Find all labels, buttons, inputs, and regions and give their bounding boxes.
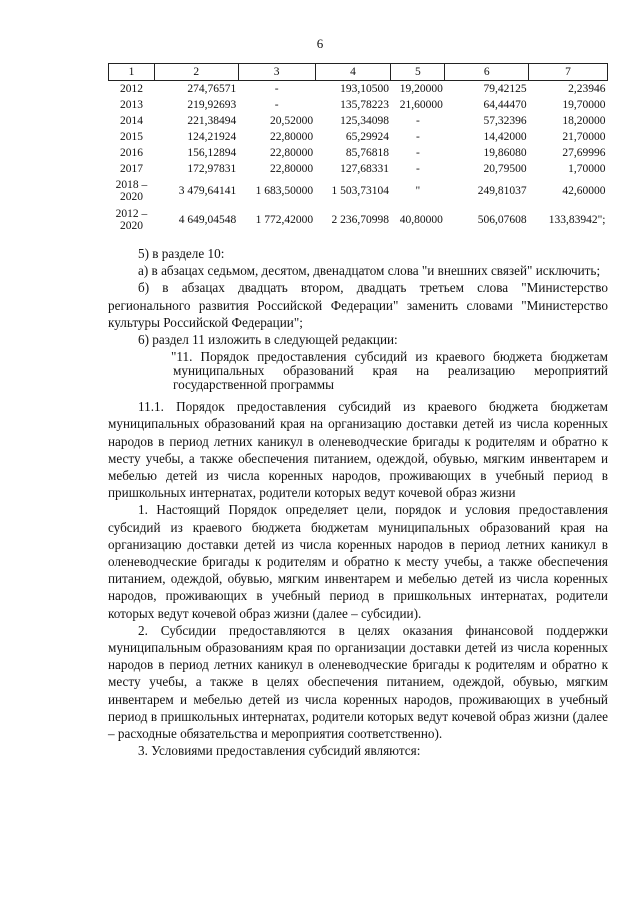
table-cell: 85,76818 bbox=[345, 146, 389, 159]
year-range-start: 2018 – bbox=[115, 179, 148, 191]
table-cell: 1,70000 bbox=[568, 162, 606, 175]
table-row bbox=[109, 129, 608, 145]
column-header: 3 bbox=[238, 64, 315, 81]
year-cell bbox=[109, 206, 155, 235]
column-header: 1 bbox=[109, 64, 155, 81]
year-cell: 2012 bbox=[119, 82, 143, 95]
year-cell: 2013 bbox=[119, 98, 143, 111]
year-cell: 2014 bbox=[119, 114, 143, 127]
table-cell: 65,29924 bbox=[345, 130, 389, 143]
table-cell: - bbox=[415, 146, 420, 159]
table-cell: 57,32396 bbox=[483, 114, 527, 127]
table-cell: 22,80000 bbox=[269, 130, 314, 143]
table-cell: 79,42125 bbox=[483, 82, 527, 95]
paragraph-point-1: 1. Настоящий Порядок определяет цели, порядок и условия предоставления субсидий из краевого бюджета бюджетам муниципальных образований края на организацию доставки детей из числа коренных народов в период летних каникул в оленеводческие бригады к родителям и обратно к месту учебы, а также обеспечения питанием, одеждой, обувью, мягким инвентарем и мебелью детей из числа коренных народов, проживающих в учебный период в пришкольных интернатах, родители которых ведут кочевой образ жизни (далее – субсидии). bbox=[108, 502, 608, 621]
table-cell: 64,44470 bbox=[483, 98, 527, 111]
year-range-end: 2020 bbox=[119, 191, 143, 203]
table-cell: 1 503,73104 bbox=[331, 185, 389, 197]
page-number: 6 bbox=[316, 36, 324, 51]
section-heading: "11. Порядок предоставления субсидий из краевого бюджета бюджетам муниципальных образований края на реализацию мероприятий государственной программы bbox=[171, 349, 608, 393]
table-body bbox=[109, 81, 608, 236]
year-range bbox=[116, 208, 148, 232]
table-cell: - bbox=[415, 114, 420, 127]
column-header: 2 bbox=[154, 64, 238, 81]
table-row bbox=[109, 145, 608, 161]
paragraph-section-10: 5) в разделе 10: bbox=[138, 246, 225, 261]
table-cell: - bbox=[274, 82, 279, 95]
table-cell: - bbox=[415, 162, 420, 175]
table-cell: 127,68331 bbox=[340, 162, 389, 175]
table-cell: 133,83942"; bbox=[548, 214, 606, 226]
table-cell: 135,78223 bbox=[340, 98, 389, 111]
table-cell: 2 236,70998 bbox=[331, 214, 389, 226]
table-cell: 21,70000 bbox=[562, 130, 606, 143]
table-row bbox=[109, 81, 608, 98]
table-cell: 21,60000 bbox=[399, 98, 443, 111]
column-header: 7 bbox=[529, 64, 608, 81]
paragraph-11-1: 11.1. Порядок предоставления субсидий из краевого бюджета бюджетам муниципальных образований края на организацию доставки детей из числа коренных народов в период летних каникул в оленеводческие бригады к родителям и обратно к месту учебы, а также обеспечения питанием, одеждой, обувью, мягким инвентарем и мебелью детей из числа коренных народов, проживающих в учебный период в пришкольных интернатах, родители которых ведут кочевой образ жизни bbox=[108, 399, 608, 501]
financing-table bbox=[108, 63, 608, 235]
paragraph-item-b: б) в абзацах двадцать втором, двадцать третьем слова "Министерство регионального развития Российской Федерации" заменить словами "Министерство культуры Российской Федерации"; bbox=[108, 280, 608, 330]
table-cell: 40,80000 bbox=[399, 214, 443, 226]
table-cell: 193,10500 bbox=[340, 82, 389, 95]
table-cell: 2,23946 bbox=[568, 82, 606, 95]
table-cell: 4 649,04548 bbox=[178, 214, 237, 226]
table-cell: 249,81037 bbox=[477, 185, 527, 197]
table-cell: 274,76571 bbox=[187, 82, 237, 95]
table-cell: 19,70000 bbox=[562, 98, 606, 111]
paragraph-item-a: а) в абзацах седьмом, десятом, двенадцатом слова "и внешних связей" исключить; bbox=[138, 263, 601, 279]
table-cell: 19,20000 bbox=[399, 82, 443, 95]
column-header: 6 bbox=[445, 64, 529, 81]
table-cell: 221,38494 bbox=[187, 114, 237, 127]
table-cell: 14,42000 bbox=[483, 130, 527, 143]
table-cell: 20,52000 bbox=[269, 114, 314, 127]
table-row bbox=[109, 206, 608, 235]
table-cell: 42,60000 bbox=[562, 185, 606, 197]
table-cell: - bbox=[274, 98, 279, 111]
table-cell: 27,69996 bbox=[562, 146, 606, 159]
table-row bbox=[109, 97, 608, 113]
column-header: 4 bbox=[315, 64, 391, 81]
table-header bbox=[109, 64, 608, 81]
table-header-row bbox=[109, 64, 608, 81]
table-cell: 18,20000 bbox=[562, 114, 606, 127]
year-cell: 2016 bbox=[119, 146, 143, 159]
paragraph-point-3: 3. Условиями предоставления субсидий являются: bbox=[138, 743, 421, 759]
table-cell: - bbox=[415, 130, 420, 143]
year-range bbox=[116, 179, 148, 203]
table-cell: 172,97831 bbox=[187, 162, 237, 175]
paragraph-point-2: 2. Субсидии предоставляются в целях оказания финансовой поддержки муниципальным образованиям края по организации доставки детей из числа коренных народов в период летних каникул в оленеводческие бригады к родителям и обратно к месту учебы, а также в целях обеспечения питанием, одеждой, обувью, мягким инвентарем и мебелью детей из числа коренных народов, проживающих в учебный период в пришкольных интернатах, родители которых ведут кочевой образ жизни (далее – расходные обязательства и мероприятия соответственно). bbox=[108, 622, 608, 742]
table-cell: 156,12894 bbox=[187, 146, 237, 159]
table-cell: 3 479,64141 bbox=[178, 185, 237, 197]
table-cell: " bbox=[415, 185, 421, 197]
document-body bbox=[108, 245, 608, 759]
table-cell: 506,07608 bbox=[477, 214, 527, 226]
table-cell: 20,79500 bbox=[483, 162, 527, 175]
year-cell: 2017 bbox=[119, 162, 143, 175]
table-cell: 22,80000 bbox=[269, 146, 314, 159]
table-cell: 124,21924 bbox=[187, 130, 237, 143]
table-cell: 22,80000 bbox=[269, 162, 314, 175]
year-range-start: 2012 – bbox=[115, 208, 148, 220]
table-cell: 1 772,42000 bbox=[255, 214, 314, 226]
year-cell bbox=[109, 177, 155, 206]
year-cell: 2015 bbox=[119, 130, 143, 143]
table-row bbox=[109, 113, 608, 129]
table-cell: 1 683,50000 bbox=[255, 185, 314, 197]
table-cell: 219,92693 bbox=[187, 98, 237, 111]
table-cell: 19,86080 bbox=[483, 146, 527, 159]
table-cell: 125,34098 bbox=[340, 114, 389, 127]
paragraph-section-11: 6) раздел 11 изложить в следующей редакции: bbox=[138, 332, 398, 348]
year-range-end: 2020 bbox=[119, 220, 143, 232]
table-row bbox=[109, 161, 608, 177]
table-row bbox=[109, 177, 608, 206]
column-header: 5 bbox=[391, 64, 445, 81]
